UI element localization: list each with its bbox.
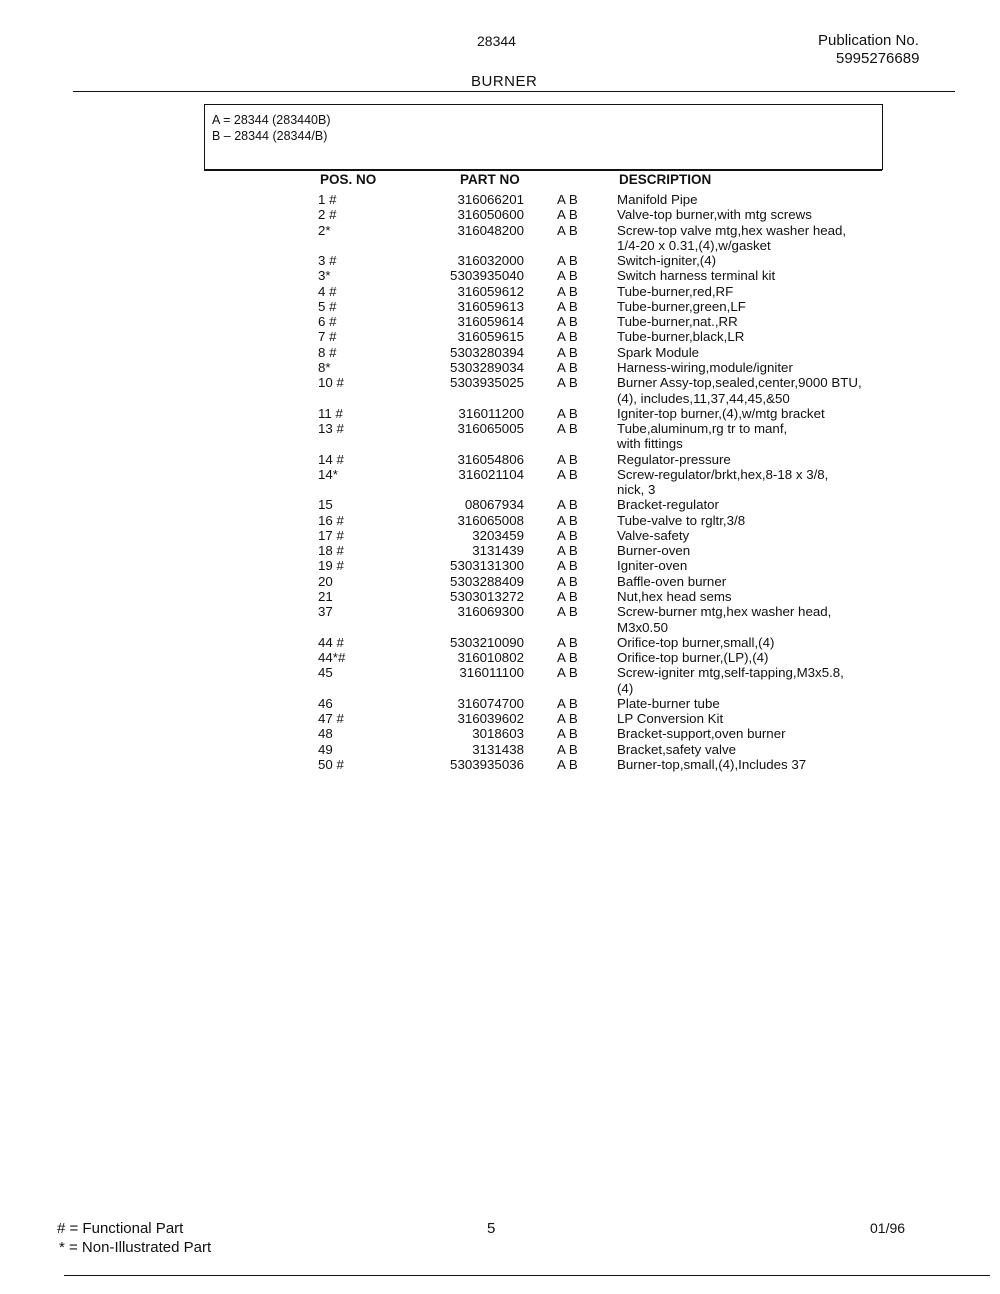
table-row	[0, 329, 1000, 344]
description-cell: Spark Module	[617, 344, 700, 360]
table-row	[0, 497, 1000, 512]
pos-cell: 44*#	[318, 650, 346, 666]
description-cell: LP Conversion Kit	[617, 711, 724, 727]
model-applicability-cell: A B	[557, 375, 578, 391]
part-number-cell: 316010802	[457, 650, 524, 666]
description-cell: Tube-burner,nat.,RR	[617, 314, 738, 330]
part-number-cell: 316021104	[458, 466, 524, 482]
model-applicability-cell: A B	[557, 298, 578, 314]
pos-cell: 17 #	[318, 527, 344, 543]
description-cell: Bracket-support,oven burner	[617, 726, 786, 742]
model-applicability-cell: A B	[557, 359, 578, 375]
table-row	[0, 482, 1000, 497]
column-header-pos: POS. NO	[320, 172, 377, 187]
table-row	[0, 665, 1000, 680]
model-applicability-cell: A B	[557, 512, 578, 528]
model-applicability-cell: A B	[557, 726, 578, 742]
table-row	[0, 467, 1000, 482]
model-applicability-cell: A B	[557, 451, 578, 467]
table-row	[0, 345, 1000, 360]
column-header-part: PART NO	[460, 172, 520, 187]
model-applicability-cell: A B	[557, 604, 578, 620]
pos-cell: 8*	[318, 359, 331, 375]
description-cell: Burner Assy-top,sealed,center,9000 BTU,	[617, 375, 862, 391]
model-applicability-cell: A B	[557, 192, 578, 207]
part-number-cell: 3203459	[472, 527, 524, 543]
pos-cell: 48	[318, 726, 333, 742]
table-row	[0, 360, 1000, 375]
model-applicability-cell: A B	[557, 634, 578, 650]
description-cell: Screw-igniter mtg,self-tapping,M3x5.8,	[617, 665, 844, 681]
part-number-cell: 316050600	[457, 207, 524, 223]
model-applicability-cell: A B	[557, 665, 578, 681]
table-row	[0, 635, 1000, 650]
description-cell: Regulator-pressure	[617, 451, 731, 467]
model-applicability-cell: A B	[557, 527, 578, 543]
table-row	[0, 207, 1000, 222]
table-row	[0, 253, 1000, 268]
part-number-cell: 5303013272	[450, 589, 524, 605]
part-number-cell: 316032000	[457, 253, 524, 269]
table-row	[0, 711, 1000, 726]
description-cell: Bracket,safety valve	[617, 741, 736, 757]
table-row	[0, 681, 1000, 696]
description-cell: M3x0.50	[617, 619, 668, 635]
model-number: 28344	[477, 33, 516, 49]
non-illustrated-note: * = Non-Illustrated Part	[59, 1239, 212, 1256]
part-number-cell: 316039602	[457, 711, 524, 727]
pos-cell: 8 #	[318, 344, 337, 360]
model-applicability-cell: A B	[557, 344, 578, 360]
model-applicability-cell: A B	[557, 695, 578, 711]
description-cell: Baffle-oven burner	[617, 573, 727, 589]
pos-cell: 1 #	[318, 192, 337, 207]
table-row	[0, 421, 1000, 436]
pos-cell: 19 #	[318, 558, 344, 574]
pos-cell: 46	[318, 695, 333, 711]
section-title: BURNER	[471, 73, 538, 90]
table-row	[0, 558, 1000, 573]
description-cell: Tube-burner,black,LR	[617, 329, 745, 345]
model-applicability-cell: A B	[557, 466, 578, 482]
description-cell: Screw-regulator/brkt,hex,8-18 x 3/8,	[617, 466, 829, 482]
description-cell: 1/4-20 x 0.31,(4),w/gasket	[617, 237, 771, 253]
part-number-cell: 316059613	[457, 298, 524, 314]
description-cell: Orifice-top burner,small,(4)	[617, 634, 775, 650]
pos-cell: 15	[318, 497, 333, 513]
pos-cell: 14*	[318, 466, 338, 482]
part-number-cell: 3131438	[472, 741, 524, 757]
table-row	[0, 604, 1000, 619]
part-number-cell: 3018603	[472, 726, 524, 742]
table-row	[0, 436, 1000, 451]
description-cell: Igniter-top burner,(4),w/mtg bracket	[617, 405, 825, 421]
table-row	[0, 574, 1000, 589]
model-applicability-cell: A B	[557, 207, 578, 223]
description-cell: Nut,hex head sems	[617, 589, 732, 605]
model-applicability-cell: A B	[557, 222, 578, 238]
pos-cell: 3*	[318, 268, 331, 284]
pos-cell: 47 #	[318, 711, 344, 727]
table-row	[0, 696, 1000, 711]
pos-cell: 3 #	[318, 253, 337, 269]
part-number-cell: 5303131300	[450, 558, 524, 574]
table-row	[0, 620, 1000, 635]
legend-line-b: B – 28344 (28344/B)	[212, 129, 328, 143]
table-row	[0, 406, 1000, 421]
pos-cell: 14 #	[318, 451, 344, 467]
part-number-cell: 5303935040	[450, 268, 524, 284]
description-cell: with fittings	[617, 436, 683, 452]
pos-cell: 45	[318, 665, 333, 681]
part-number-cell: 316065005	[457, 421, 524, 437]
header-divider	[73, 91, 955, 92]
model-applicability-cell: A B	[557, 589, 578, 605]
part-number-cell: 316069300	[457, 604, 524, 620]
description-cell: Burner-top,small,(4),Includes 37	[617, 756, 807, 772]
description-cell: Screw-burner mtg,hex washer head,	[617, 604, 832, 620]
page-number: 5	[487, 1220, 496, 1237]
model-applicability-cell: A B	[557, 497, 578, 513]
model-applicability-cell: A B	[557, 421, 578, 437]
footer-divider	[64, 1275, 990, 1276]
part-number-cell: 5303289034	[450, 359, 524, 375]
part-number-cell: 5303210090	[450, 634, 524, 650]
model-applicability-cell: A B	[557, 405, 578, 421]
model-applicability-cell: A B	[557, 741, 578, 757]
model-applicability-cell: A B	[557, 329, 578, 345]
table-row	[0, 742, 1000, 757]
model-applicability-cell: A B	[557, 650, 578, 666]
functional-part-note: # = Functional Part	[57, 1220, 184, 1237]
description-cell: Burner-oven	[617, 543, 691, 559]
model-applicability-cell: A B	[557, 268, 578, 284]
model-applicability-cell: A B	[557, 314, 578, 330]
model-applicability-cell: A B	[557, 558, 578, 574]
pos-cell: 10 #	[318, 375, 344, 391]
legend-divider	[204, 170, 882, 171]
model-applicability-cell: A B	[557, 756, 578, 772]
table-row	[0, 375, 1000, 390]
table-row	[0, 299, 1000, 314]
description-cell: Tube-burner,red,RF	[617, 283, 734, 299]
description-cell: Harness-wiring,module/igniter	[617, 359, 793, 375]
description-cell: Switch harness terminal kit	[617, 268, 776, 284]
description-cell: (4)	[617, 680, 634, 696]
part-number-cell: 3131439	[472, 543, 524, 559]
revision-date: 01/96	[870, 1220, 906, 1236]
part-number-cell: 5303288409	[450, 573, 524, 589]
description-cell: Valve-top burner,with mtg screws	[617, 207, 812, 223]
description-cell: Valve-safety	[617, 527, 690, 543]
part-number-cell: 316054806	[457, 451, 524, 467]
pos-cell: 7 #	[318, 329, 337, 345]
table-row	[0, 589, 1000, 604]
pos-cell: 5 #	[318, 298, 337, 314]
pos-cell: 49	[318, 741, 333, 757]
part-number-cell: 5303935025	[450, 375, 524, 391]
table-row	[0, 650, 1000, 665]
table-row	[0, 513, 1000, 528]
table-row	[0, 452, 1000, 467]
table-row	[0, 543, 1000, 558]
table-row	[0, 726, 1000, 741]
pos-cell: 20	[318, 573, 333, 589]
table-row	[0, 268, 1000, 283]
pos-cell: 44 #	[318, 634, 344, 650]
description-cell: Manifold Pipe	[617, 192, 698, 207]
description-cell: (4), includes,11,37,44,45,&50	[617, 390, 790, 406]
publication-number: 5995276689	[836, 50, 920, 67]
description-cell: Tube-valve to rgltr,3/8	[617, 512, 746, 528]
part-number-cell: 316074700	[457, 695, 524, 711]
description-cell: Orifice-top burner,(LP),(4)	[617, 650, 769, 666]
pos-cell: 18 #	[318, 543, 344, 559]
legend-line-a: A = 28344 (283440B)	[212, 113, 331, 127]
column-header-description: DESCRIPTION	[619, 172, 712, 187]
model-applicability-cell: A B	[557, 283, 578, 299]
description-cell: nick, 3	[617, 482, 656, 498]
description-cell: Switch-igniter,(4)	[617, 253, 717, 269]
pos-cell: 16 #	[318, 512, 344, 528]
part-number-cell: 316011100	[459, 665, 524, 681]
publication-label: Publication No.	[818, 32, 919, 49]
pos-cell: 4 #	[318, 283, 337, 299]
description-cell: Igniter-oven	[617, 558, 688, 574]
description-cell: Screw-top valve mtg,hex washer head,	[617, 222, 847, 238]
table-row	[0, 192, 1000, 207]
model-applicability-cell: A B	[557, 573, 578, 589]
table-row	[0, 238, 1000, 253]
part-number-cell: 316065008	[457, 512, 524, 528]
part-number-cell: 316059614	[457, 314, 524, 330]
model-applicability-cell: A B	[557, 711, 578, 727]
pos-cell: 13 #	[318, 421, 344, 437]
table-row	[0, 314, 1000, 329]
model-applicability-cell: A B	[557, 253, 578, 269]
table-row	[0, 223, 1000, 238]
pos-cell: 50 #	[318, 756, 344, 772]
description-cell: Plate-burner tube	[617, 695, 720, 711]
pos-cell: 2 #	[318, 207, 337, 223]
pos-cell: 21	[318, 589, 333, 605]
part-number-cell: 316048200	[457, 222, 524, 238]
model-applicability-cell: A B	[557, 543, 578, 559]
pos-cell: 6 #	[318, 314, 337, 330]
part-number-cell: 08067934	[464, 497, 524, 513]
description-cell: Tube-burner,green,LF	[617, 298, 746, 314]
table-row	[0, 757, 1000, 772]
table-row	[0, 391, 1000, 406]
table-row	[0, 284, 1000, 299]
pos-cell: 37	[318, 604, 333, 620]
pos-cell: 11 #	[318, 405, 343, 421]
description-cell: Tube,aluminum,rg tr to manf,	[617, 421, 788, 437]
pos-cell: 2*	[318, 222, 331, 238]
part-number-cell: 316059612	[457, 283, 524, 299]
part-number-cell: 316011200	[458, 405, 524, 421]
part-number-cell: 5303280394	[450, 344, 524, 360]
part-number-cell: 316066201	[457, 192, 524, 207]
table-row	[0, 528, 1000, 543]
description-cell: Bracket-regulator	[617, 497, 719, 513]
part-number-cell: 5303935036	[450, 756, 524, 772]
part-number-cell: 316059615	[457, 329, 524, 345]
